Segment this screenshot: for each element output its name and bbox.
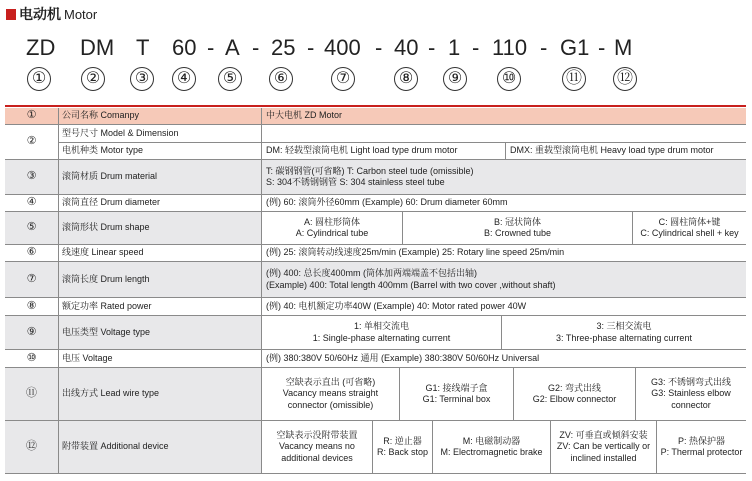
table-row (5, 262, 746, 298)
row-label: 电压类型 Voltage type (58, 316, 261, 349)
code-part: T (136, 35, 150, 60)
code-separator: - (307, 35, 315, 60)
row-label: 滚筒材质 Drum material (58, 160, 261, 194)
option-en: ZV: Can be vertically or (556, 441, 651, 452)
row-number: ⑥ (26, 246, 37, 259)
row-number: ⑫ (26, 440, 37, 453)
row-number: ② (26, 135, 37, 148)
circle-number: ③ (130, 67, 154, 91)
code-part: 60 (172, 35, 197, 60)
value-line: (Example) 400: Total length 400mm (Barrel with two cover ,without shaft) (266, 279, 556, 290)
row-number: ⑧ (26, 299, 37, 312)
option-zh: G3: 不锈钢弯式出线 (650, 376, 731, 387)
table-top-rule (5, 105, 746, 107)
row-label: 型号尺寸 Model & Dimension (58, 125, 261, 142)
code-part: DM (80, 35, 115, 60)
option-zh: M: 电磁制动器 (462, 435, 521, 446)
row-label: 附带装置 Additional device (58, 421, 261, 473)
option-en: R: Back stop (376, 447, 429, 457)
table-row (5, 245, 746, 262)
table-row (5, 212, 746, 245)
code-part: M (614, 35, 633, 60)
table-row (5, 125, 746, 160)
row-value: 中大电机 ZD Motor (261, 108, 746, 124)
code-separator: - (428, 35, 436, 60)
row-number: ⑤ (26, 221, 37, 234)
option-en: B: Crowned tube (483, 228, 552, 238)
option-cell (261, 316, 501, 349)
option-zh: R: 逆止器 (383, 435, 422, 446)
option-cell (372, 421, 432, 473)
row-number: ⑪ (26, 387, 37, 400)
circle-number: ⑥ (269, 67, 293, 91)
code-part: G1 (560, 35, 590, 60)
value-line: (例) 400: 总长度400mm (筒体加两端端盖不包括出轴) (266, 268, 478, 278)
table-row (5, 108, 746, 125)
option-zh: 3: 三相交流电 (596, 321, 652, 331)
option-en: G1: Terminal box (422, 394, 491, 404)
code-part: 1 (448, 35, 461, 60)
option-en: 1: Single-phase alternating current (312, 332, 451, 343)
option-en: M: Electromagnetic brake (440, 447, 543, 457)
option-en: Vacancy means no (279, 441, 355, 452)
row-label: 滚筒直径 Drum diameter (58, 195, 261, 211)
code-separator: - (207, 35, 215, 60)
row-value (261, 262, 746, 297)
option-cell (656, 421, 746, 473)
option-en: G2: Elbow connector (532, 394, 617, 404)
circle-number: ⑩ (497, 67, 521, 91)
table-row (5, 298, 746, 316)
row-label: 公司名称 Comanpy (58, 108, 261, 124)
table-row (5, 160, 746, 195)
circle-number: ⑪ (562, 67, 586, 91)
row-label: 滚筒形状 Drum shape (58, 212, 261, 244)
row-number: ⑨ (26, 325, 37, 338)
option-zh: G1: 接线端子盒 (425, 382, 488, 393)
option-cell (550, 421, 656, 473)
option-cell (513, 368, 635, 420)
option-en: A: Cylindrical tube (295, 228, 369, 238)
option-en: Vacancy means straight (282, 388, 379, 399)
option-en: additional devices (281, 452, 353, 463)
code-part: 400 (324, 35, 361, 60)
row-sublabel: 电机种类 Motor type (58, 142, 261, 159)
code-separator: - (472, 35, 480, 60)
code-part: 25 (271, 35, 296, 60)
value-line: T: 碳钢钢管(可省略) T: Carbon steel tude (omissible) (266, 165, 474, 176)
option-en: connector (omissible) (287, 399, 374, 410)
row-label: 电压 Voltage (58, 350, 261, 367)
row-number: ① (26, 109, 37, 122)
option-zh: 1: 单相交流电 (353, 321, 409, 331)
option-cell (635, 368, 746, 420)
option-zh: G2: 弯式出线 (547, 382, 601, 393)
option-cell (399, 368, 513, 420)
code-separator: - (252, 35, 260, 60)
row-value: (例) 60: 滚筒外径60mm (Example) 60: Drum diameter 60mm (261, 195, 746, 211)
option-en: 3: Three-phase alternating current (556, 332, 692, 343)
option-cell (632, 212, 746, 244)
option-zh: ZV: 可垂直或倾斜安装 (559, 429, 648, 440)
option-en: G3: Stainless elbow (651, 388, 731, 399)
row-label: 出线方式 Lead wire type (58, 368, 261, 420)
option-en: C: Cylindrical shell + key (640, 228, 739, 238)
circle-number: ⑨ (443, 67, 467, 91)
row-value: (例) 380:380V 50/60Hz 通用 (Example) 380:380V 50/60Hz Universal (261, 350, 746, 367)
option-en: connector (671, 399, 711, 410)
code-part: 40 (394, 35, 419, 60)
section-header (6, 4, 97, 24)
row-value (261, 160, 746, 194)
option-cell (261, 421, 372, 473)
row-label: 额定功率 Rated power (58, 298, 261, 315)
option-zh: A: 圆柱形筒体 (303, 216, 360, 227)
option-cell (261, 212, 402, 244)
circle-number: ⑧ (394, 67, 418, 91)
option-cell (432, 421, 550, 473)
circle-number: ④ (172, 67, 196, 91)
row-number: ⑦ (26, 272, 37, 285)
row-value: DMX: 重载型滚筒电机 Heavy load type drum motor (505, 142, 746, 159)
row-value: (例) 25: 滚筒转动线速度25m/min (Example) 25: Rotary line speed 25m/min (261, 245, 746, 261)
header-red-square (6, 9, 16, 20)
code-part: A (225, 35, 240, 60)
row-value: DM: 轻载型滚筒电机 Light load type drum motor (261, 142, 505, 159)
row-number: ⑩ (26, 351, 37, 364)
header-title-zh: 电动机 (19, 6, 61, 22)
value-line: S: 304不锈钢钢管 S: 304 stainless steel tube (266, 177, 445, 187)
option-zh: 空缺表示直出 (可省略) (285, 376, 376, 387)
row-empty-cell (261, 125, 746, 142)
circle-number: ⑦ (331, 67, 355, 91)
table-row (5, 368, 746, 421)
code-separator: - (375, 35, 383, 60)
table-row (5, 195, 746, 212)
option-cell (501, 316, 746, 349)
code-separator: - (540, 35, 548, 60)
row-number: ④ (26, 196, 37, 209)
row-label: 滚筒长度 Drum length (58, 262, 261, 297)
table-row (5, 421, 746, 474)
header-title-en: Motor (64, 6, 98, 22)
row-value: (例) 40: 电机额定功率40W (Example) 40: Motor rated power 40W (261, 298, 746, 315)
option-en: P: Thermal protector (660, 447, 743, 457)
option-zh: P: 热保护器 (677, 435, 725, 446)
option-zh: C: 圆柱筒体+键 (658, 216, 721, 227)
row-number: ③ (26, 170, 37, 183)
code-part: ZD (26, 35, 56, 60)
option-zh: B: 冠状筒体 (493, 216, 541, 227)
circle-number: ② (81, 67, 105, 91)
option-en: inclined installed (570, 452, 637, 463)
option-zh: 空缺表示没附带装置 (276, 429, 358, 440)
circle-number: ① (27, 67, 51, 91)
circle-number: ⑤ (218, 67, 242, 91)
table-row (5, 316, 746, 350)
code-part: 110 (492, 35, 528, 60)
row-label: 线速度 Linear speed (58, 245, 261, 261)
option-cell (402, 212, 632, 244)
code-separator: - (598, 35, 606, 60)
circle-number: ⑫ (613, 67, 637, 91)
option-cell (261, 368, 399, 420)
table-row (5, 350, 746, 368)
